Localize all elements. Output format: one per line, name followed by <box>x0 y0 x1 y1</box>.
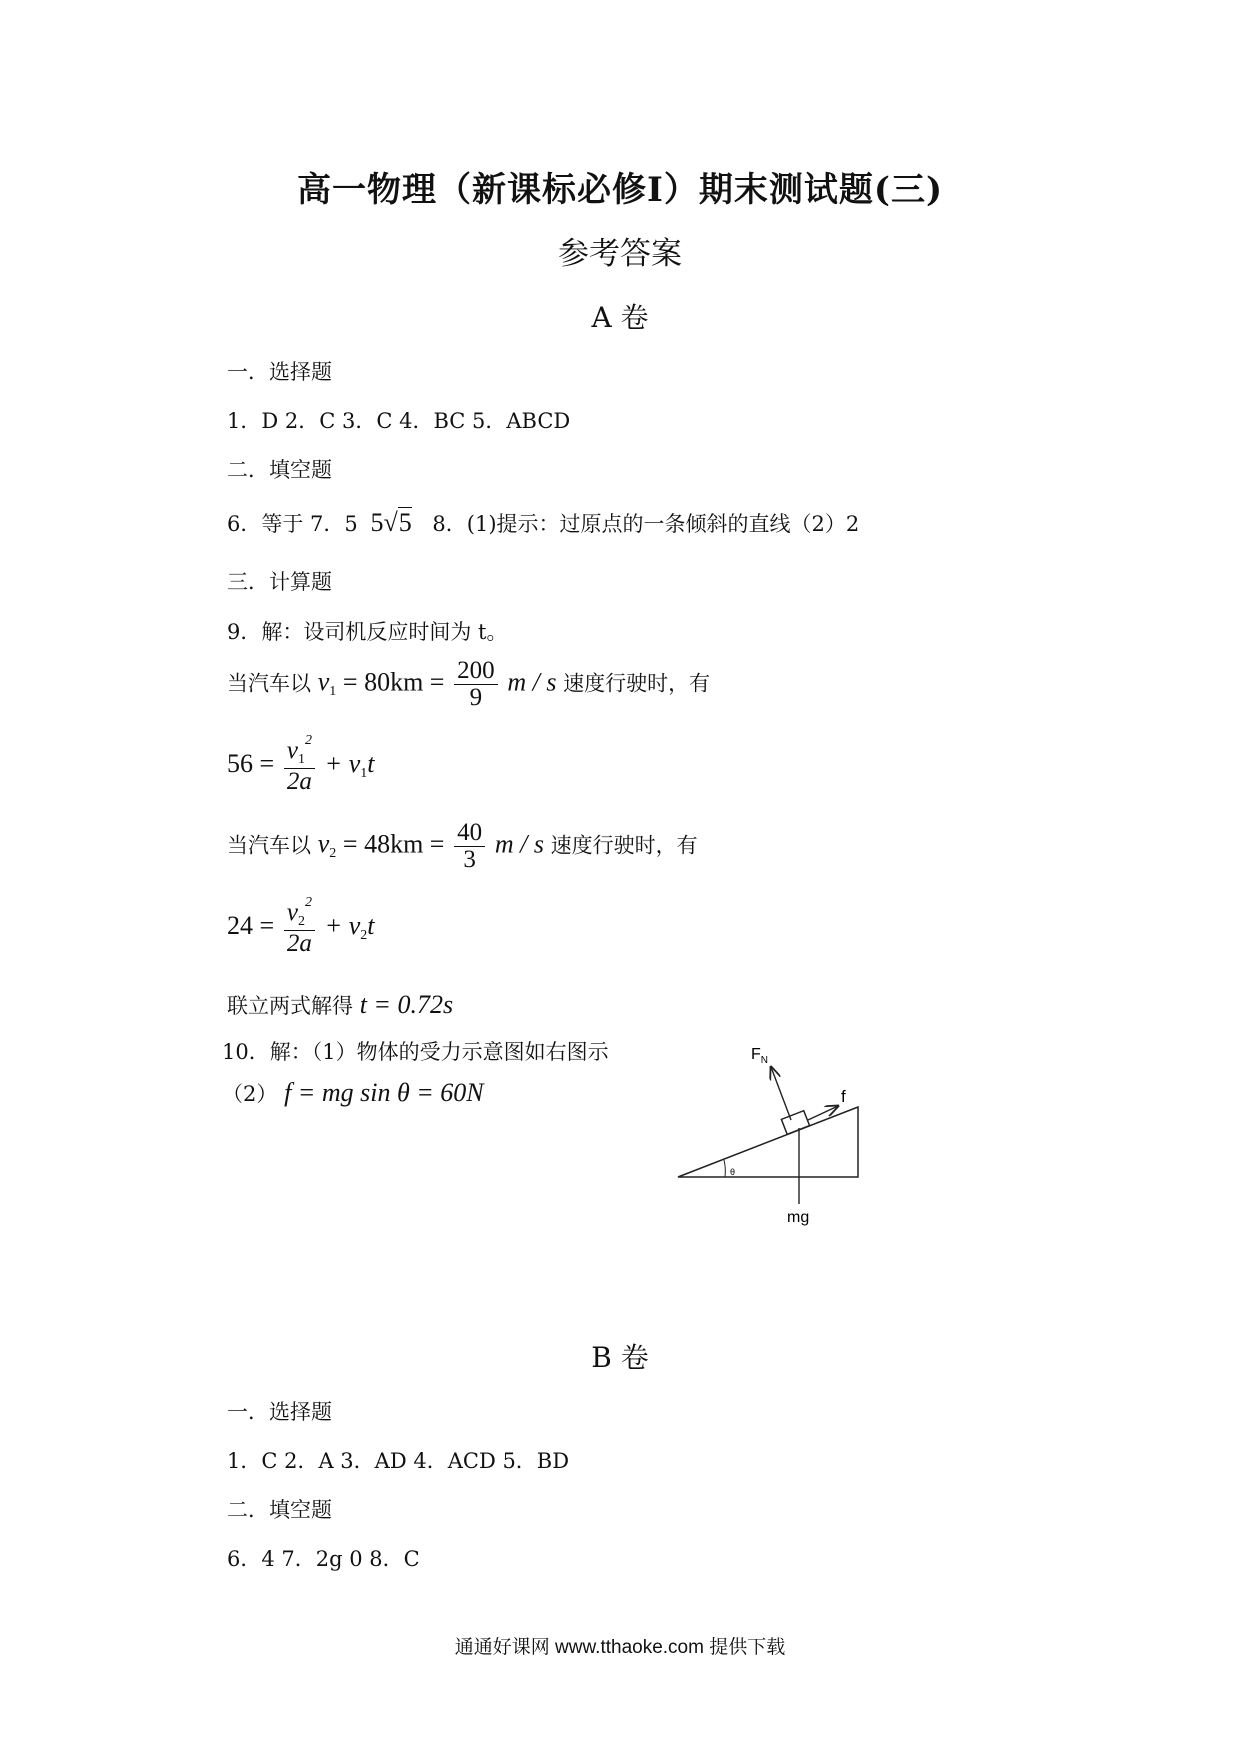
q9-case1-line: 当汽车以 $v_1 = 80km$ = $\frac{200}{9}$ m / s 速度行驶时，有 <box>227 657 711 712</box>
page-subtitle: 参考答案 <box>558 236 682 272</box>
q9-equation-1: 56 = $\frac{v_1^2}{2a}$ + $v_1t$ <box>227 733 375 795</box>
angle-arc <box>724 1160 725 1177</box>
q9-intro: 9．解：设司机反应时间为 t。 <box>227 620 508 644</box>
q9-equation-2: 24 = $\frac{v_2^2}{2a}$ + $v_2t$ <box>227 895 375 957</box>
weight-label: mg <box>787 1209 810 1226</box>
angle-label: θ <box>730 1167 736 1177</box>
q10-line-1: 10．解：（1）物体的受力示意图如右图示 <box>222 1040 609 1064</box>
q9-case2-fraction: $\frac{40}{3}$ <box>454 820 485 874</box>
normal-force-arrow <box>771 1067 791 1120</box>
incline-triangle <box>678 1107 858 1177</box>
q10-line-2: （2） f = mg sin θ = 60N <box>222 1078 484 1107</box>
volume-a-section-calc-title: 三．计算题 <box>227 570 332 594</box>
friction-label: f <box>841 1087 846 1106</box>
friction-arrow <box>808 1106 838 1120</box>
volume-a-section-choice-title: 一．选择题 <box>227 360 332 384</box>
force-diagram <box>670 1040 870 1230</box>
volume-a-section-fill-title: 二．填空题 <box>227 458 332 482</box>
q9-case1-fraction: $\frac{200}{9}$ <box>454 658 498 712</box>
normal-force-label: $F_N$ <box>751 1046 769 1066</box>
volume-a-choice-answers: 1．D 2．C 3．C 4．BC 5．ABCD <box>227 409 571 433</box>
volume-b-section-choice-title: 一．选择题 <box>227 1400 332 1424</box>
page-footer: 通通好课网 www.tthaoke.com 提供下载 <box>454 1637 786 1658</box>
q9-result: 联立两式解得 t = 0.72s <box>227 990 454 1019</box>
q6-q7-answer: 6．等于 7．5 <box>227 512 358 536</box>
volume-b-fill-answers: 6．4 7．2g 0 8．C <box>227 1547 420 1571</box>
block <box>781 1111 809 1135</box>
q9-case2-line: 当汽车以 $v_2 = 48km$ = $\frac{40}{3}$ m / s 速度行驶时，有 <box>227 819 698 874</box>
volume-b-heading: B 卷 <box>591 1341 649 1374</box>
page-title: 高一物理（新课标必修Ⅰ）期末测试题(三) <box>296 170 944 210</box>
volume-b-section-fill-title: 二．填空题 <box>227 1498 332 1522</box>
volume-a-heading: A 卷 <box>591 301 649 334</box>
q8-answer: 8．(1)提示：过原点的一条倾斜的直线（2）2 <box>432 512 860 536</box>
volume-a-fill-answers <box>227 508 859 538</box>
volume-b-choice-answers: 1．C 2．A 3．AD 4．ACD 5．BD <box>227 1449 570 1473</box>
q7-sqrt-answer: 5√5 <box>370 508 412 537</box>
